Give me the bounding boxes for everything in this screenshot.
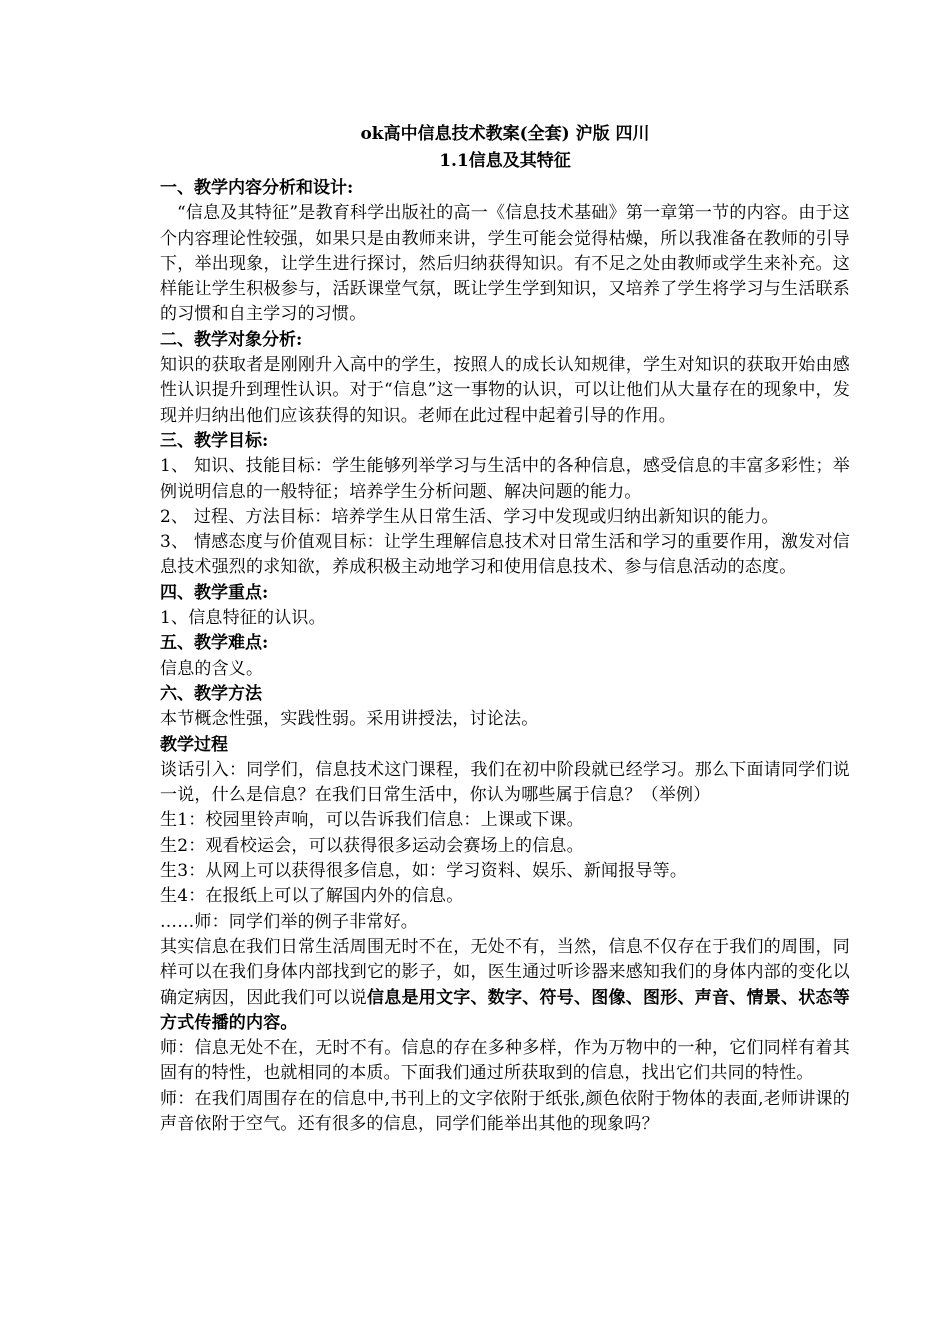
student-answer: 生1：校园里铃声响，可以告诉我们信息：上课或下课。 [160,810,584,831]
teacher-remark: 师：在我们周围存在的信息中,书刊上的文字依附于纸张,颜色依附于物体的表面,老师讲课的声音依附于空气。还有很多的信息，同学们能举出其他的现象吗？ [160,1088,850,1134]
paragraph-definition [160,935,850,1036]
teacher-remark: 师：信息无处不在，无时不有。信息的存在多种多样，作为万物中的一种，它们同样有着其固有的特性，也就相同的本质。下面我们通过所获取到的信息，找出它们共同的特性。 [160,1038,850,1084]
objective-item: 2、 过程、方法目标：培养学生从日常生活、学习中发现或归纳出新知识的能力。 [160,506,779,527]
paragraph-methods: 本节概念性强，实践性弱。采用讲授法，讨论法。 [160,709,539,730]
heading-difficulties: 五、教学难点: [160,633,269,654]
student-answer: 生2：观看校运会，可以获得很多运动会赛场上的信息。 [160,835,584,856]
section-title: 1.1信息及其特征 [439,151,571,171]
paragraph-audience-analysis: 知识的获取者是刚刚升入高中的学生，按照人的成长认知规律，学生对知识的获取开始由感性认识提升到理性认识。对于“信息”这一事物的认识，可以让他们从大量存在的现象中，发现并归纳出他们应该获得的知识。老师在此过程中起着引导的作用。 [160,355,850,426]
heading-key-points: 四、教学重点: [160,582,269,603]
paragraph-difficulties: 信息的含义。 [160,658,264,679]
heading-methods: 六、教学方法 [160,683,262,704]
heading-objectives: 三、教学目标: [160,430,269,451]
paragraph-key-points: 1、信息特征的认识。 [160,608,326,629]
document-title: ok高中信息技术教案(全套) 沪版 四川 [360,124,650,144]
definition-lead-text: 其实信息在我们日常生活周围无时不在，无处不有，当然，信息不仅存在于我们的周围，同样可以在我们身体内部找到它的影子，如，医生通过听诊器来感知我们的身体内部的变化以确定病因，因此我们可以说 [160,936,850,1008]
objective-item: 1、 知识、技能目标：学生能够列举学习与生活中的各种信息，感受信息的丰富多彩性；举例说明信息的一般特征；培养学生分析问题、解决问题的能力。 [160,456,850,502]
heading-teaching-process: 教学过程 [160,734,228,755]
heading-audience-analysis: 二、教学对象分析: [160,329,303,350]
paragraph-intro: 谈话引入：同学们，信息技术这门课程，我们在初中阶段就已经学习。那么下面请同学们说一说，什么是信息？在我们日常生活中，你认为哪些属于信息？（举例） [160,759,850,806]
heading-content-analysis: 一、教学内容分析和设计: [160,178,354,198]
teacher-remark: ……师：同学们举的例子非常好。 [160,911,418,932]
paragraph-content-analysis: “信息及其特征”是教育科学出版社的高一《信息技术基础》第一章第一节的内容。由于这个内容理论性较强，如果只是由教师来讲，学生可能会觉得枯燥，所以我准备在教师的引导下，举出现象，让学生进行探讨，然后归纳获得知识。有不足之处由教师或学生来补充。这样能让学生积极参与，活跃课堂气氛，既让学生学到知识，又培养了学生将学习与生活联系的习惯和自主学习的习惯。 [160,203,850,325]
student-answer: 生4：在报纸上可以了解国内外的信息。 [160,886,464,907]
student-answer: 生3：从网上可以获得很多信息，如：学习资料、娱乐、新闻报导等。 [160,861,688,882]
objective-item: 3、 情感态度与价值观目标：让学生理解信息技术对日常生活和学习的重要作用，激发对信息技术强烈的求知欲，养成积极主动地学习和使用信息技术、参与信息活动的态度。 [160,532,850,578]
definition-bold-text: 信息是用文字、数字、符号、图像、图形、声音、情景、状态等方式传播的内容。 [160,987,850,1033]
document-page [160,120,850,1137]
